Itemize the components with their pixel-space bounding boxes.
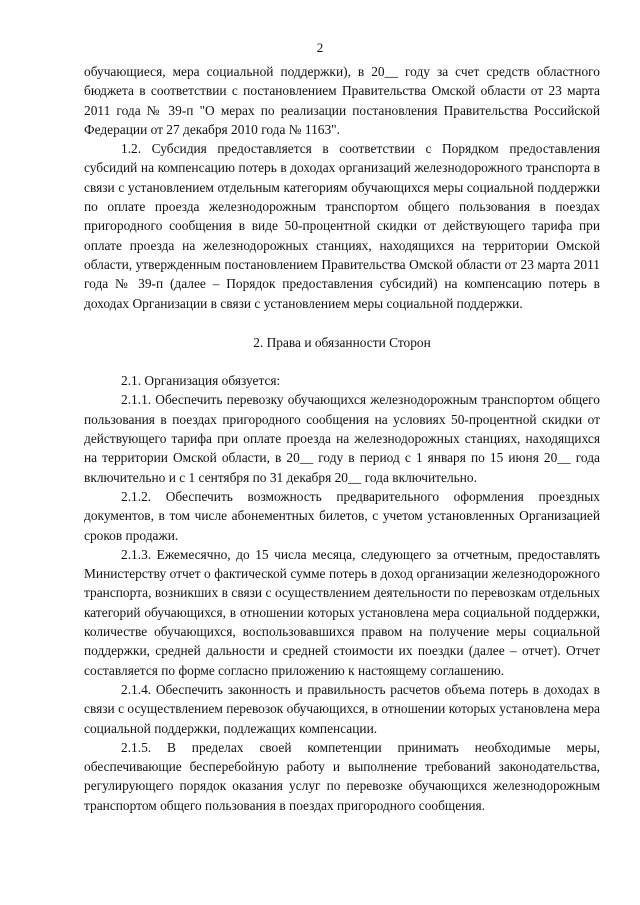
paragraph-2-1-5: 2.1.5. В пределах своей компетенции принимать необходимые меры, обеспечивающие бесперебойную работу и выполнение требований законодательства, регулирующего порядок оказания услуг по перевозке обучающихся железнодорожным транспортом общего пользования в поездах пригородного сообщения. (84, 739, 600, 813)
paragraph-2-1-4: 2.1.4. Обеспечить законность и правильность расчетов объема потерь в доходах в связи с осуществлением перевозок обучающихся, в отношении которых установлена мера социальной поддержки, подлежащих компенсации. (84, 681, 600, 736)
document-body (84, 62, 600, 815)
page-number: 2 (316, 40, 324, 55)
paragraph-1-2: 1.2. Субсидия предоставляется в соответствии с Порядком предоставления субсидий на компенсацию потерь в доходах организаций железнодорожного транспорта в связи с установлением отдельным категориям обучающихся меры социальной поддержки по оплате проезда железнодорожным транспортом общего пользования в поездах пригородного сообщения в виде 50-процентной скидки от действующего тарифа при оплате проезда на железнодорожных станциях, находящихся на территории Омской области, утвержденным постановлением Правительства Омской области от 23 марта 2011 года № 39-п (далее – Порядок предоставления субсидий) на компенсацию потерь в доходах Организации в связи с установлением меры социальной поддержки. (84, 141, 600, 311)
paragraph-2-1: 2.1. Организация обязуется: (121, 373, 281, 389)
paragraph-continuation: обучающиеся, мера социальной поддержки), в 20__ году за счет средств областного бюджета в соответствии с постановлением Правительства Омской области от 23 марта 2011 года № 39-п "О мерах по реализации постановления Правительства Российской Федерации от 27 декабря 2010 года № 1163". (84, 64, 600, 137)
section-heading: 2. Права и обязанности Сторон (253, 334, 431, 350)
paragraph-2-1-3: 2.1.3. Ежемесячно, до 15 числа месяца, следующего за отчетным, предоставлять Министерству отчет о фактической сумме потерь в доход организации железнодорожного транспорта, возникших в связи с осуществлением деятельности по перевозкам отдельных категорий обучающихся, в отношении которых установлена мера социальной поддержки, количестве обучающихся, воспользовавшихся правом на получение меры социальной поддержки, средней дальности и средней стоимости их поездки (далее – отчет). Отчет составляется по форме согласно приложению к настоящему соглашению. (84, 546, 600, 678)
paragraph-2-1-1: 2.1.1. Обеспечить перевозку обучающихся железнодорожным транспортом общего пользования в поездах пригородного сообщения на условиях 50-процентной скидки от действующего тарифа при оплате проезда на железнодорожных станциях, находящихся на территории Омской области, в 20__ году в период с 1 января по 15 июня 20__ года включительно и с 1 сентября по 31 декабря 20__ года включительно. (84, 392, 600, 485)
paragraph-2-1-2: 2.1.2. Обеспечить возможность предварительного оформления проездных документов, в том числе абонементных билетов, с учетом установленных Организацией сроков продажи. (84, 488, 600, 543)
